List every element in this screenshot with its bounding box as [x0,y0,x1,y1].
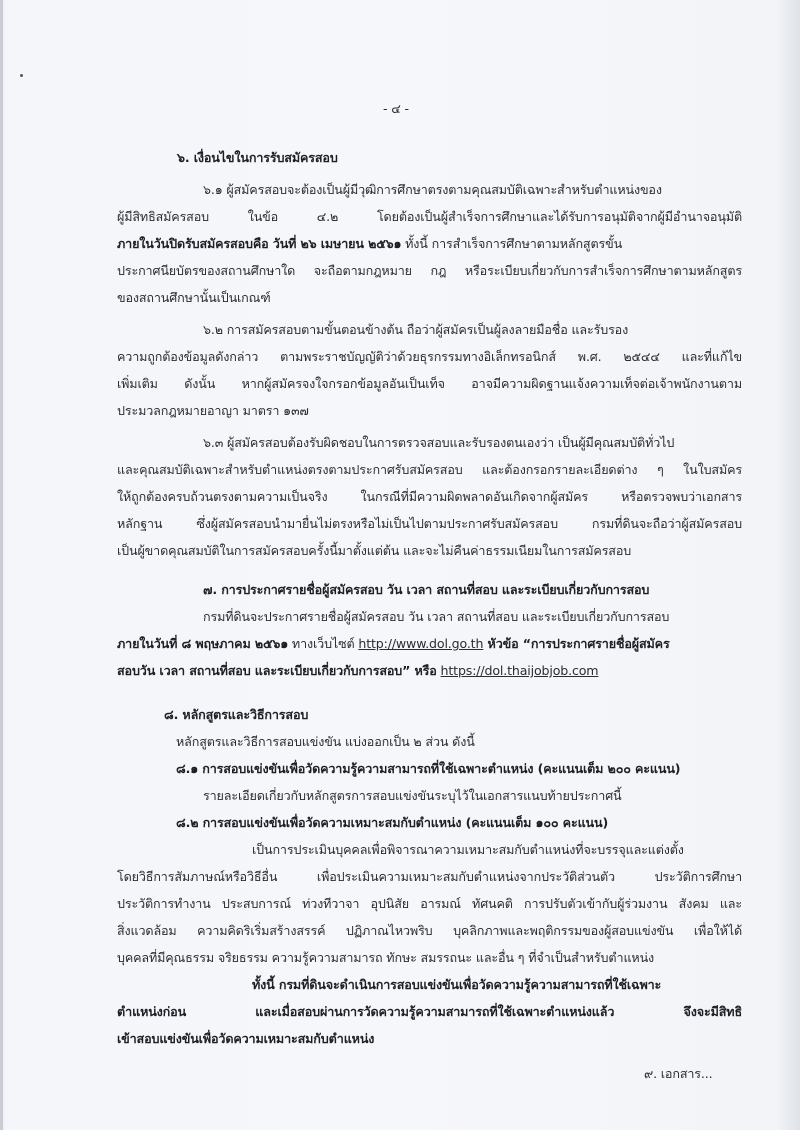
note-line-1: ทั้งนี้ กรมที่ดินจะดำเนินการสอบแข่งขันเพื่อวัดความรู้ความสามารถที่ใช้เฉพาะ [252,977,662,992]
item-6-1-line-2: ผู้มีสิทธิสมัครสอบ ในข้อ ๔.๒ โดยต้องเป็นผู้สำเร็จการศึกษาและได้รับการอนุมัติจากผู้มีอำนาจอนุมัติ [117,209,742,224]
item-6-1-line-1: ๖.๑ ผู้สมัครสอบจะต้องเป็นผู้มีวุฒิการศึกษาตรงตามคุณสมบัติเฉพาะสำหรับตำแหน่งของ [203,182,662,197]
dol-website-link[interactable]: http://www.dol.go.th [358,636,484,651]
item-6-2-line-4: ประมวลกฎหมายอาญา มาตรา ๑๓๗ [117,403,309,418]
item-6-3-line-4: หลักฐาน ซึ่งผู้สมัครสอบนำมายื่นไม่ตรงหรือไม่เป็นไปตามประกาศรับสมัครสอบ กรมที่ดินจะถือว่าผู้สมัครสอบ [117,516,742,531]
item-6-3-line-1: ๖.๓ ผู้สมัครสอบต้องรับผิดชอบในการตรวจสอบและรับรองตนเองว่า เป็นผู้มีคุณสมบัติทั่วไป [203,435,675,450]
item-6-2-line-1: ๖.๒ การสมัครสอบตามขั้นตอนข้างต้น ถือว่าผู้สมัครเป็นผู้ลงลายมือชื่อ และรับรอง [203,322,629,337]
item-8-2-line-2: โดยวิธีการสัมภาษณ์หรือวิธีอื่น เพื่อประเมินความเหมาะสมกับตำแหน่งจากประวัติส่วนตัว ประวัติการศึกษา [117,869,742,884]
topic-bold-continued: สอบวัน เวลา สถานที่สอบ และระเบียบเกี่ยวกับการสอบ” หรือ [117,663,437,678]
section-6-heading: ๖. เงื่อนไขในการรับสมัครสอบ [177,150,338,165]
item-8-1-title: ๘.๑ การสอบแข่งขันเพื่อวัดความรู้ความสามารถที่ใช้เฉพาะตำแหน่ง (คะแนนเต็ม ๒๐๐ คะแนน) [176,761,681,776]
item-8-2-line-4: สิ่งแวดล้อม ความคิดริเริ่มสร้างสรรค์ ปฏิภาณไหวพริบ บุคลิกภาพและพฤติกรรมของผู้สอบแข่งขัน เพื่อให้ได้ [117,923,742,938]
item-8-1-line-1: รายละเอียดเกี่ยวกับหลักสูตรการสอบแข่งขันระบุไว้ในเอกสารแนบท้ายประกาศนี้ [203,788,622,803]
continuation-marker: ๙. เอกสาร... [644,1066,713,1081]
item-6-1-line-3-rest: ทั้งนี้ การสำเร็จการศึกษาตามหลักสูตรขั้น [405,236,623,251]
topic-bold: หัวข้อ “การประกาศรายชื่อผู้สมัคร [483,636,670,651]
section-7-line-3 [117,661,598,681]
item-6-2-line-3: เพิ่มเติม ดังนั้น หากผู้สมัครจงใจกรอกข้อมูลอันเป็นเท็จ อาจมีความผิดฐานแจ้งความเท็จต่อเจ้าพนักงานตาม [117,376,742,391]
item-6-1-line-5: ของสถานศึกษานั้นเป็นเกณฑ์ [117,290,271,305]
closing-date-bold: ภายในวันปิดรับสมัครสอบคือ วันที่ ๒๖ เมษายน ๒๕๖๑ [117,236,402,251]
section-7-heading: ๗. การประกาศรายชื่อผู้สมัครสอบ วัน เวลา สถานที่สอบ และระเบียบเกี่ยวกับการสอบ [203,582,650,597]
item-6-2-line-2: ความถูกต้องข้อมูลดังกล่าว ตามพระราชบัญญัติว่าด้วยธุรกรรมทางอิเล็กทรอนิกส์ พ.ศ. ๒๕๔๔ และที่แก้ไข [117,349,742,364]
item-6-3-line-3: ให้ถูกต้องครบถ้วนตรงตามความเป็นจริง ในกรณีที่มีความผิดพลาดอันเกิดจากผู้สมัคร หรือตรวจพบว่าเอกสาร [117,489,742,504]
thaijobjob-link[interactable]: https://dol.thaijobjob.com [440,663,599,678]
item-6-1-line-3 [117,234,622,254]
item-8-2-line-5: บุคคลที่มีคุณธรรม จริยธรรม ความรู้ความสามารถ ทักษะ สมรรถนะ และอื่น ๆ ที่จำเป็นสำหรับตำแหน่ง [117,950,655,965]
section-8-heading: ๘. หลักสูตรและวิธีการสอบ [164,707,309,722]
scan-edge [0,0,3,1130]
section-8-intro: หลักสูตรและวิธีการสอบแข่งขัน แบ่งออกเป็น ๒ ส่วน ดังนี้ [176,734,475,749]
item-6-3-line-5: เป็นผู้ขาดคุณสมบัติในการสมัครสอบครั้งนี้มาตั้งแต่ต้น และจะไม่คืนค่าธรรมเนียมในการสมัครสอบ [117,543,632,558]
page-number: - ๔ - [383,101,409,116]
scan-speck [20,74,23,77]
section-7-line-1: กรมที่ดินจะประกาศรายชื่อผู้สมัครสอบ วัน เวลา สถานที่สอบ และระเบียบเกี่ยวกับการสอบ [203,609,670,624]
item-8-2-line-3: ประวัติการทำงาน ประสบการณ์ ท่วงทีวาจา อุปนิสัย อารมณ์ ทัศนคติ การปรับตัวเข้ากับผู้ร่วมงาน สังคม และ [117,896,742,911]
website-text: ทางเว็บไซต์ [288,636,359,651]
item-8-2-line-1: เป็นการประเมินบุคคลเพื่อพิจารณาความเหมาะสมกับตำแหน่งที่จะบรรจุและแต่งตั้ง [252,842,684,857]
note-line-2: ตำแหน่งก่อน และเมื่อสอบผ่านการวัดความรู้ความสามารถที่ใช้เฉพาะตำแหน่งแล้ว จึงจะมีสิทธิ [117,1004,742,1019]
section-7-line-2 [117,634,670,654]
item-6-1-line-4: ประกาศนียบัตรของสถานศึกษาใด จะถือตามกฎหมาย กฎ หรือระเบียบเกี่ยวกับการสำเร็จการศึกษาตามหลักสูตร [117,263,742,278]
announce-date-bold: ภายในวันที่ ๘ พฤษภาคม ๒๕๖๑ [117,636,289,651]
item-8-2-title: ๘.๒ การสอบแข่งขันเพื่อวัดความเหมาะสมกับตำแหน่ง (คะแนนเต็ม ๑๐๐ คะแนน) [176,815,609,830]
item-6-3-line-2: และคุณสมบัติเฉพาะสำหรับตำแหน่งตรงตามประกาศรับสมัครสอบ และต้องกรอกรายละเอียดต่าง ๆ ในใบสมัคร [117,462,742,477]
note-line-3: เข้าสอบแข่งขันเพื่อวัดความเหมาะสมกับตำแหน่ง [117,1031,375,1046]
